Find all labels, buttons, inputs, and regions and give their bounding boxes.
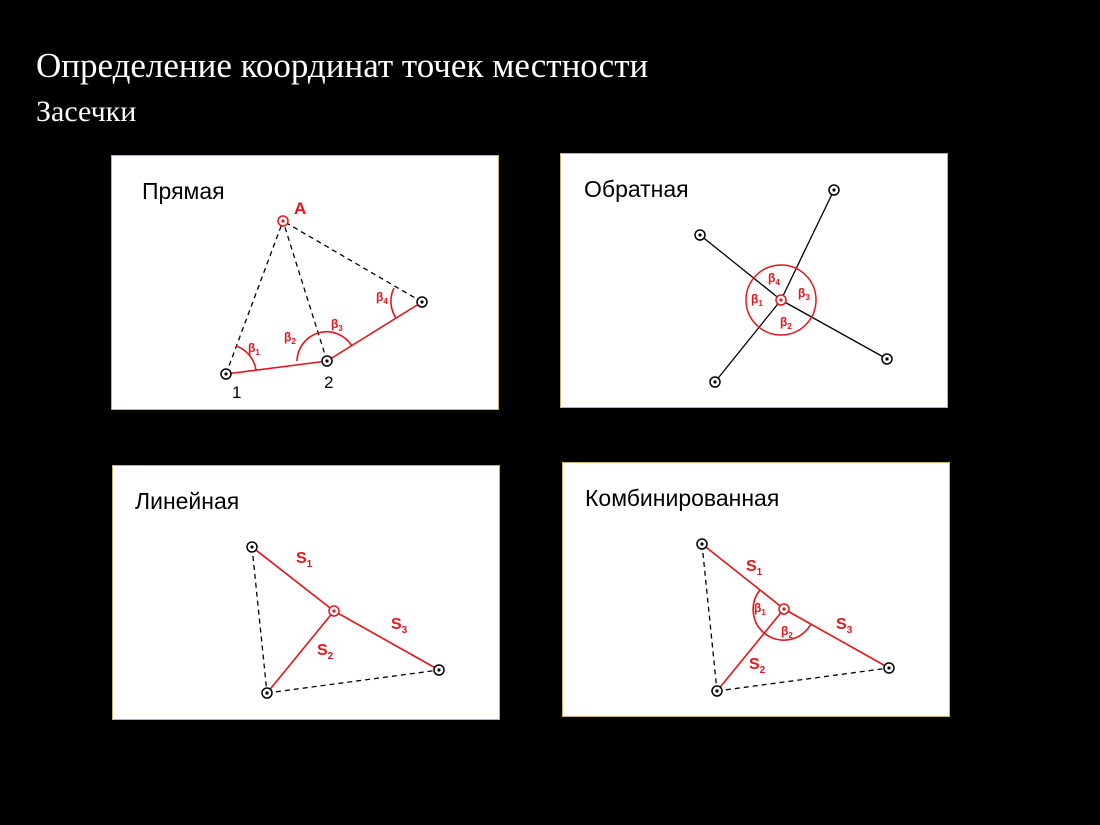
arc-beta-4	[391, 288, 396, 318]
target-marker-4	[710, 377, 720, 387]
panel-linear-intersection	[112, 465, 500, 720]
angle-beta-1-label: $\beta_1$	[751, 292, 763, 308]
distance-s1-label: $S_1$	[746, 558, 763, 578]
arc-beta-2	[297, 333, 318, 361]
distance-s3-label: $S_3$	[836, 616, 853, 636]
point-1-label: 1	[232, 383, 242, 402]
point-a-label: A	[294, 199, 307, 218]
distance-lines	[252, 547, 439, 693]
angle-beta-2-label: $\beta_2$	[781, 624, 793, 640]
station-marker-1	[221, 369, 231, 379]
angle-beta-4-label: $\beta_4$	[376, 290, 388, 306]
known-point-marker-2	[712, 686, 722, 696]
sight-line-3	[283, 221, 422, 302]
arc-beta-3	[318, 332, 352, 346]
known-point-marker-1	[247, 542, 257, 552]
direction-line-2	[781, 190, 834, 300]
distance-s3	[334, 611, 439, 670]
target-marker-3	[882, 354, 892, 364]
point-2-label: 2	[324, 373, 334, 392]
target-marker-2	[829, 185, 839, 195]
base-line-bottom	[717, 668, 889, 691]
angle-beta-1-label: $\beta_1$	[248, 341, 260, 357]
distance-s1-label: $S_1$	[296, 550, 313, 570]
base-line-left	[252, 547, 267, 693]
panel-linear-label: Линейная	[135, 488, 240, 514]
panel-direct-label: Прямая	[142, 178, 225, 204]
base-line-left	[702, 544, 717, 691]
slide-title: Определение координат точек местности	[36, 46, 649, 85]
station-marker-3	[417, 297, 427, 307]
station-marker-2	[322, 356, 332, 366]
panel-reverse-label: Обратная	[584, 176, 689, 202]
distance-s2	[717, 609, 784, 691]
distance-s1	[252, 547, 334, 611]
distance-lines	[702, 544, 889, 691]
angle-beta-2-label: $\beta_2$	[780, 315, 792, 331]
distance-s2-label: $S_2$	[317, 642, 334, 662]
target-marker-1	[695, 230, 705, 240]
distance-s3-label: $S_3$	[391, 616, 408, 636]
direction-lines	[700, 190, 887, 382]
panel-reverse-intersection	[560, 153, 948, 408]
direction-line-3	[781, 300, 887, 359]
known-point-marker-1	[697, 539, 707, 549]
distance-s2-label: $S_2$	[749, 656, 766, 676]
slide-subtitle: Засечки	[36, 95, 137, 128]
panel-combined-label: Комбинированная	[585, 485, 780, 511]
point-a-marker	[278, 216, 288, 226]
angle-beta-2-label: $\beta_2$	[284, 330, 296, 346]
unknown-point-marker	[776, 295, 786, 305]
angle-beta-4-label: $\beta_4$	[768, 271, 780, 287]
traverse-1-2	[226, 361, 327, 374]
unknown-point-marker	[329, 606, 339, 616]
angle-beta-1-label: $\beta_1$	[754, 601, 766, 617]
angle-beta-3-label: $\beta_3$	[798, 286, 810, 302]
panel-combined-intersection	[562, 462, 950, 717]
distance-s1	[702, 544, 784, 609]
known-point-marker-2	[262, 688, 272, 698]
unknown-point-marker	[779, 604, 789, 614]
panel-direct-intersection	[111, 155, 499, 410]
known-point-marker-3	[434, 665, 444, 675]
known-point-marker-3	[884, 663, 894, 673]
base-line-bottom	[267, 670, 439, 693]
angle-beta-3-label: $\beta_3$	[331, 317, 343, 333]
